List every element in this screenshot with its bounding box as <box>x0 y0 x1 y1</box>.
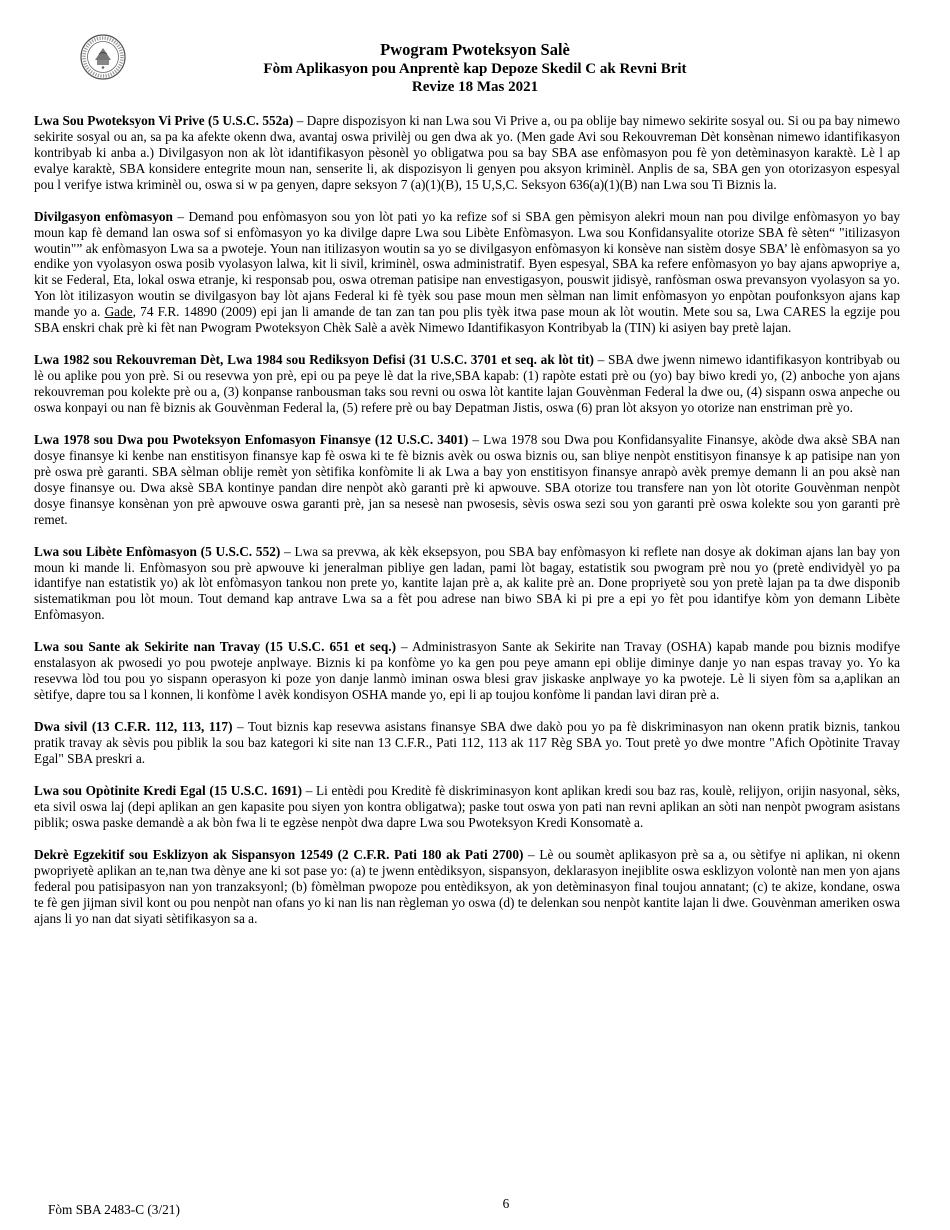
section-text: – Demand pou enfòmasyon sou yon lòt pati yo ka refize sof si SBA gen pèmisyon alekri moun nan pou divilge enfòmasyon yo bay moun kap fè demand lan oswa sof si enfòmasyon yo ka divilge dapre Lwa sou Libète Enfòmasyon. Lwa sou Konfidansyalite otorize SBA fè sèten“ "itilizasyon woutin"” ak enfòmasyon Lwa sa a pwoteje. Youn nan itilizasyon woutin sa yo se divilgasyon enfòmasyon ki konsève nan sistèm dosye SBA’ lè enfòmasyon sa yo endike yon vyolasyon oswa posib vyolasyon lalwa, kit li sivil, kriminèl, oswa administratif. Byen espesyal, SBA ka refere enfòmasyon yo bay ajans apwopriye a, kit se Federal, Eta, lokal oswa etranje, ki responsab pou, oswa otreman patisipe nan envestigasyon, pouswit jidisyè, ranfòsman oswa prevansyon vyolasyon sa yo. Yon lòt itilizasyon woutin se divilgasyon bay lòt ajans Federal ki fè tyèk sou pase moun men sèlman nan limit enfòmasyon yo enpòtan poufonksyon ajans kap mande yo a. <box>34 208 901 320</box>
section-debt-collection-act <box>34 352 900 416</box>
section-financial-privacy-act <box>34 432 900 527</box>
section-text: – Tout biznis kap resevwa asistans finansye SBA dwe dakò pou yo pa fè diskriminasyon nan okenn pratik biznis, tankou pratik travay ak sèvis pou piblik la sou baz kategori ki site nan 13 C.F.R., Pati 112, 113 ak 117 Règ SBA yo. Tout pretè yo dwe montre "Afich Opòtinite Travay Egal" SBA preskri a. <box>34 719 900 766</box>
section-heading: Lwa Sou Pwoteksyon Vi Prive (5 U.S.C. 552a) <box>34 113 294 128</box>
document-body <box>34 113 900 943</box>
section-text: , 74 F.R. 14890 (2009) epi jan li amande de tan zan tan pou plis tyèk itwa pase moun ak lòt woutin. Mete sou sa, Lwa CARES la egzije pou SBA enskri chak prè ki fèt nan Pwogram Pwoteksyon Chèk Salè a avèk Nimewo Idantifikasyon Kontribyab la (TIN) ki asiyen bay pretè lajan. <box>34 304 900 336</box>
section-heading: Lwa sou Opòtinite Kredi Egal (15 U.S.C. 1691) <box>34 783 303 799</box>
section-freedom-of-information-act <box>34 544 900 624</box>
section-text: – Lwa 1978 sou Dwa pou Konfidansyalite Finansye, akòde dwa aksè SBA nan dosye finansye ki kenbe nan enstitisyon finansye kap fè oswa ki te fè biznis avèk ou oswa biznis ou, san bliye nenpòt enstitisyon finansye k ap patisipe nan yon prè oswa prè garanti. SBA sèlman oblije remèt yon sètifika konfòmite li ak Lwa a bay yon enstitisyon finansye anrapò avèk premye demann li an pou aksè nan dosye finansye ou. Dwa aksè SBA kontinye pandan dire nenpòt akò garanti prè ki apwouve. SBA otorize tou transfere nan yon lòt otorite Gouvènman nenpòt dosye finansye konsènan yon prè apwouve oswa garanti prè, jan sa nesesè nan pwosesis, sèvis oswa sezi sou yon garanti prè oswa kolekte sou yon garanti prè remet. <box>34 431 900 527</box>
footer-form-id: Fòm SBA 2483-C (3/21) <box>48 1202 180 1217</box>
section-heading: Divilgasyon enfòmasyon <box>34 208 173 224</box>
section-text: – Lwa sa prevwa, ak kèk eksepsyon, pou SBA bay enfòmasyon ki reflete nan dosye ak dokiman ajans lan bay yon moun ki mande li. Enfòmasyon sou prè apwouve ki jeneralman pibliye gen ladan, pami lòt bagay, estatistik sou pwogram prè nou yo (pretè endividyèl yo pa idantifye nan estatistik yo) ak lòt enfòmasyon tankou non prete yo, kantite lajan prè a, ak kalite prè an. Done propriyetè sou yon pretè lajan pa ta dwe disponib sistematikman pou lòt moun. Tout demand kap antrave Lwa sa a fèt pou adrese nan biwo SBA ki pi pre a epi yo fèt pou idantifye kòm yon demann Libète Enfòmasyon. <box>34 543 900 623</box>
section-text: – Administrasyon Sante ak Sekirite nan Travay (OSHA) kapab mande pou biznis modifye enstalasyon ak pwosedi yo pou pwoteje anplwaye. Biznis ki pa konfòme yo ka gen pou peye amann epi oblije diminye danje yo nan espas travay yo. Yo ka resevwa lòd tou pou yo sispann operasyon ki poze yon danje lanmò iminan oswa blesi grav jiskaske anplwaye yo ka pwoteje. Lè li siyen fòm sa a,aplikan an sètifye, dapre tou sa l konnen, li konfòme l avèk kondisyon OSHA mande yo, epi li ap toujou konfòme li pandan lavi diran prè a. <box>34 639 900 703</box>
section-heading: Dwa sivil (13 C.F.R. 112, 113, 117) <box>34 719 233 735</box>
reference-underlined-text: Gade <box>104 304 133 320</box>
section-text: – SBA dwe jwenn nimewo idantifikasyon kontribyab ou lè ou aplike pou yon prè. Si ou resevwa yon prè, epi ou pa peye lè dat la rive,SBA kapab: (1) rapòte estati prè ou (yo) bay biwo kredi yo, (2) anboche yon ajans rekouvreman pou kolekte prè ou a, (3) konpanse ranbousman taks sou revni ou oswa lòt kantite lajan Gouvènman Federal la dwe ou, (4) sispann oswa anpeche ou oswa konpayi ou nan fè biznis ak Gouvènman Federal la, (5) refere prè ou bay Depatman Jistis, oswa (6) pran lòt aksyon yo otorize nan enstriman prè yo. <box>34 352 900 415</box>
section-heading: Lwa 1978 sou Dwa pou Pwoteksyon Enfomasyon Finansye (12 U.S.C. 3401) <box>34 431 469 447</box>
section-civil-rights <box>34 719 900 767</box>
section-equal-credit-opportunity-act <box>34 783 900 831</box>
document-revision: Revize 18 Mas 2021 <box>411 79 539 95</box>
sba-seal-logo <box>80 34 126 80</box>
section-heading: Dekrè Egzekitif sou Esklizyon ak Sispansyon 12549 (2 C.F.R. Pati 180 ak Pati 2700) <box>34 846 524 862</box>
section-text: – Dapre dispozisyon ki nan Lwa sou Vi Prive a, ou pa oblije bay nimewo sekirite sosyal ou. Si ou pa bay nimewo sekirite sosyal ou an, sa pa ka afekte okenn dwa, avantaj oswa privilèj ou gen dwa ak yo. (Men gade Avi sou Rekouvreman Dèt konsènan nimewo idantifikasyon kontribyab ki anba a.) Divilgasyon non ak lòt idantifikasyon pèsonèl yo obligatwa pou sa bay SBA ase enfòmasyon pou fè yon detèminasyon karaktè. Lè l ap evalye karaktè, SBA konsidere entegrite moun nan, senserite li, ak dispozisyon li genyen pou aksyon kriminèl. Anplis de sa, SBA gen yon otorizasyon espesyal pou l verifye istwa kriminèl ou, oswa si w pa genyen, dapre seksyon 7 (a)(1)(B), 15 U,S,C. Seksyon 636(a)(1)(B) nan Lwa sou Ti Biznis la. <box>34 113 901 192</box>
document-header <box>150 40 800 96</box>
section-text: – Lè ou soumèt aplikasyon prè sa a, ou sètifye ni aplikan, ni okenn pwopriyetè aplikan an te,nan twa dènye ane ki sot pase yo: (a) te jwenn entèdiksyon, sispansyon, deklarasyon inejiblite oswa esklizyon volontè nan men yon ajans federal pou patisipasyon nan yon tranzaksyonl; (b) fòmèlman pwopoze pou entèdiksyon, ak yon detèminasyon final toujou annatant; (c) te akize, kondane, oswa te fè gen jijman sivil kont ou pou nenpòt nan ofans yo ki nan lis nan règleman yo oswa (d) te delenkan sou nenpòt kantite lajan li dwe. Gouvènman ameriken oswa ajans li yo nan dat siyati sètifikasyon sa a. <box>34 846 900 926</box>
section-heading: Lwa sou Libète Enfòmasyon (5 U.S.C. 552) <box>34 543 281 559</box>
section-text: – Li entèdi pou Kreditè fè diskriminasyon kont aplikan kredi sou baz ras, koulè, relijyon, orijin nasyonal, sèks, eta sivil oswa laj (depi aplikan an gen kapasite pou siyen yon kontra obligatwa); paske tout oswa yon pati nan revni aplikan an sòti nan nenpòt pwogram asistans piblik; oswa paske demandè a ak bòn fwa li te egzèse nenpòt dwa dapre Lwa sou Pwoteksyon Kredi Konsomatè a. <box>34 783 900 830</box>
document-subtitle: Fòm Aplikasyon pou Anprentè kap Depoze Skedil C ak Revni Brit <box>263 61 687 77</box>
section-heading: Lwa sou Sante ak Sekirite nan Travay (15 U.S.C. 651 et seq.) <box>34 639 397 655</box>
section-privacy-act <box>34 113 900 193</box>
footer-page-number: 6 <box>502 1196 510 1211</box>
section-occupational-safety-act <box>34 639 900 703</box>
section-information-disclosure <box>34 209 900 336</box>
document-title: Pwogram Pwoteksyon Salè <box>380 40 570 59</box>
section-heading: Lwa 1982 sou Rekouvreman Dèt, Lwa 1984 sou Rediksyon Defisi (31 U.S.C. 3701 et seq. ak lòt tit) <box>34 352 594 368</box>
section-executive-order-debarment <box>34 847 900 927</box>
